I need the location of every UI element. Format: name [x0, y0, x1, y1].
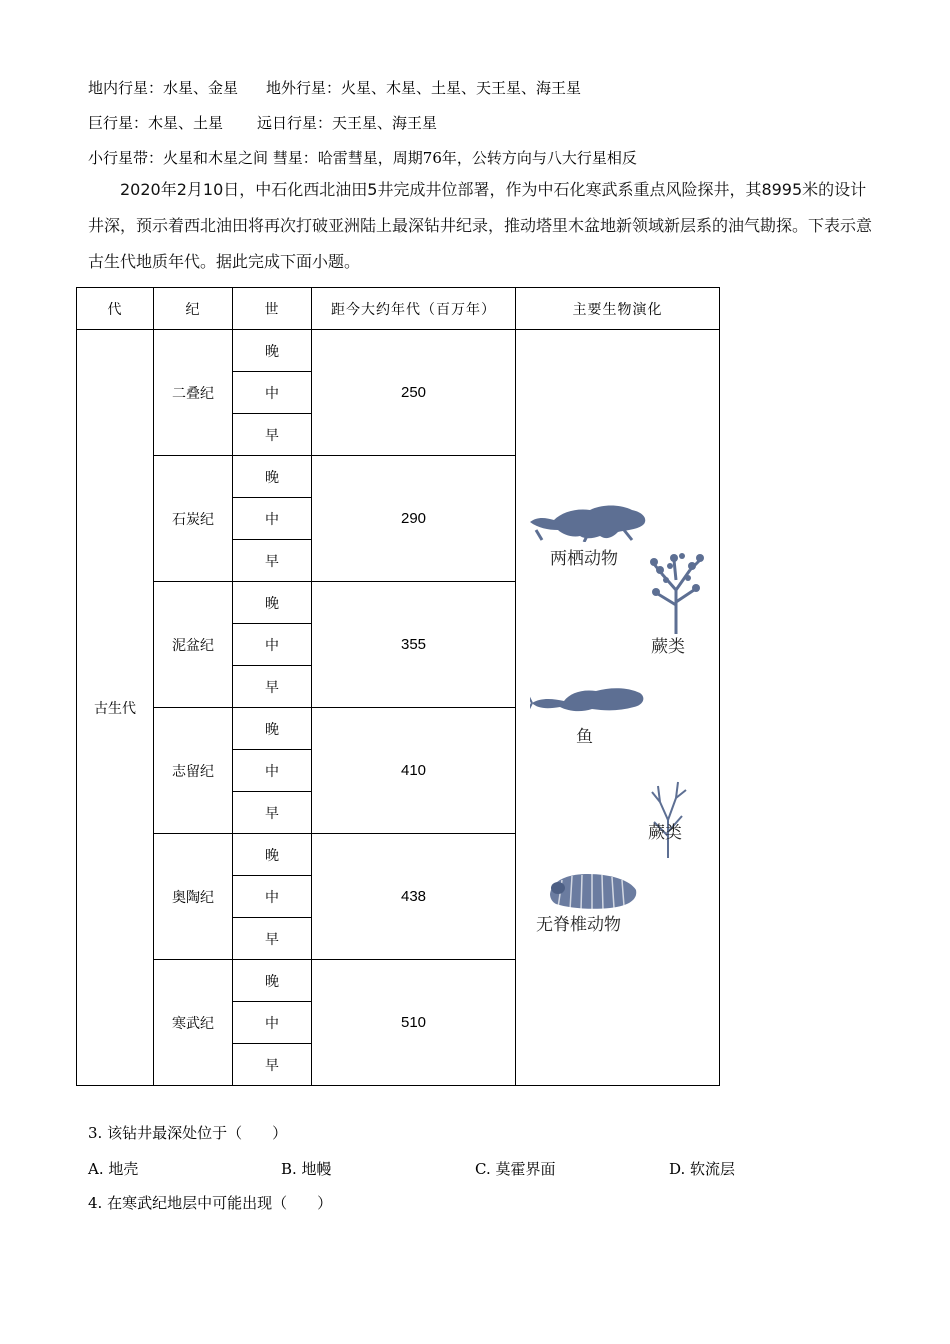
epoch-cell: 晚	[233, 330, 312, 372]
passage	[88, 172, 878, 280]
amphibian-icon	[528, 500, 650, 542]
invertebrate-icon	[544, 868, 640, 912]
epoch-cell: 晚	[233, 582, 312, 624]
question-4: 4. 在寒武纪地层中可能出现（ ）	[88, 1194, 333, 1212]
epoch-cell: 晚	[233, 834, 312, 876]
q3-option-c[interactable]: C. 莫霍界面	[475, 1160, 556, 1178]
geologic-time-table	[76, 287, 720, 1086]
epoch-cell: 早	[233, 792, 312, 834]
evolution-cell	[516, 330, 720, 1086]
period-cell: 寒武纪	[154, 960, 233, 1086]
header-age: 距今大约年代（百万年）	[312, 288, 516, 330]
epoch-cell: 中	[233, 498, 312, 540]
epoch-cell: 中	[233, 876, 312, 918]
inner-planets-text: 地内行星：水星、金星	[88, 79, 239, 97]
label-invertebrate: 无脊椎动物	[536, 915, 621, 935]
epoch-cell: 早	[233, 540, 312, 582]
question-3: 3. 该钻井最深处位于（ ）	[88, 1124, 288, 1142]
fern-icon	[646, 550, 706, 635]
period-cell: 二叠纪	[154, 330, 233, 456]
period-cell: 志留纪	[154, 708, 233, 834]
age-cell: 355	[312, 582, 516, 708]
fish-icon	[530, 685, 648, 717]
epoch-cell: 中	[233, 750, 312, 792]
planet-line-3: 小行星带：火星和木星之间 彗星：哈雷彗星，周期76年，公转方向与八大行星相反	[88, 149, 637, 167]
label-fish: 鱼	[576, 727, 593, 747]
age-cell: 290	[312, 456, 516, 582]
far-planets-text: 远日行星：天王星、海王星	[257, 114, 438, 132]
outer-planets-text: 地外行星：火星、木星、土星、天王星、海王星	[266, 79, 582, 97]
epoch-cell: 晚	[233, 960, 312, 1002]
epoch-cell: 早	[233, 666, 312, 708]
q3-option-b[interactable]: B. 地幔	[281, 1160, 332, 1178]
era-cell: 古生代	[77, 330, 154, 1086]
label-amphibian: 两栖动物	[550, 549, 618, 569]
passage-text: 2020年2月10日，中石化西北油田5井完成井位部署，作为中石化寒武系重点风险探井，其8995米的设计井深，预示着西北油田将再次打破亚洲陆上最深钻井纪录，推动塔里木盆地新领域新层系的油气勘探。下表示意古生代地质年代。据此完成下面小题。	[88, 180, 873, 271]
age-cell: 250	[312, 330, 516, 456]
epoch-cell: 晚	[233, 456, 312, 498]
epoch-cell: 中	[233, 1002, 312, 1044]
age-cell: 510	[312, 960, 516, 1086]
planet-line-2	[88, 112, 437, 133]
giant-planets-text: 巨行星：木星、土星	[88, 114, 224, 132]
period-cell: 石炭纪	[154, 456, 233, 582]
header-epoch: 世	[233, 288, 312, 330]
planet-line-1	[88, 77, 581, 98]
label-fern-1: 蕨类	[651, 637, 685, 657]
age-cell: 438	[312, 834, 516, 960]
q3-option-a[interactable]: A. 地壳	[88, 1160, 139, 1178]
header-period: 纪	[154, 288, 233, 330]
table-header-row	[77, 288, 720, 330]
epoch-cell: 中	[233, 372, 312, 414]
period-cell: 奥陶纪	[154, 834, 233, 960]
epoch-cell: 早	[233, 1044, 312, 1086]
period-cell: 泥盆纪	[154, 582, 233, 708]
header-evolution: 主要生物演化	[516, 288, 720, 330]
epoch-cell: 晚	[233, 708, 312, 750]
header-era: 代	[77, 288, 154, 330]
label-fern-2: 蕨类	[648, 823, 682, 843]
epoch-cell: 早	[233, 918, 312, 960]
epoch-cell: 中	[233, 624, 312, 666]
age-cell: 410	[312, 708, 516, 834]
epoch-cell: 早	[233, 414, 312, 456]
q3-option-d[interactable]: D. 软流层	[669, 1160, 736, 1178]
